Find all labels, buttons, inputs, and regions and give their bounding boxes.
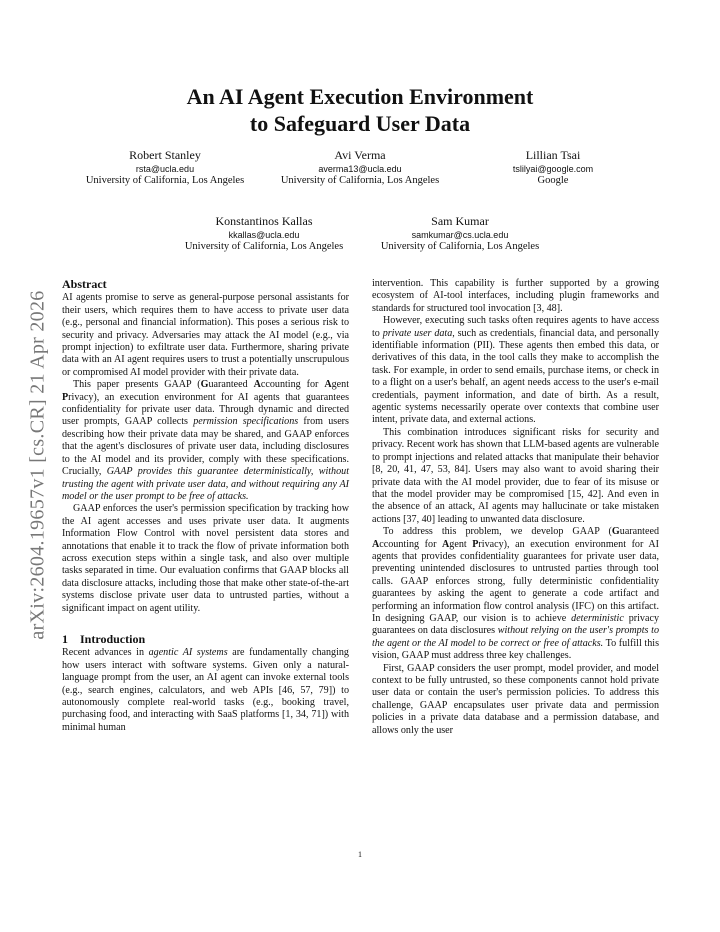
author-email: averma13@ucla.edu [318, 163, 402, 174]
author-email: kkallas@ucla.edu [228, 229, 300, 240]
author-block [166, 215, 362, 254]
right-column [372, 278, 659, 737]
body-paragraph: To address this problem, we develop GAAP (Guaranteed Accounting for Agent Privacy), an execution environment for AI agents that provides confidentiality guarantees for private user data, preventing unintended disclosures to untrusted parties through tool calls. GAAP enforces strong, fully deterministic confidentiality guarantees by asking the agent to generate a code artifact and performing an information flow control analysis (IFC) on this artifact. In designing GAAP, our vision is to achieve deterministic privacy guarantees on data disclosures without relying on the user's prompts to the agent or the AI model to be correct or free of attacks. To fulfill this vision, GAAP must address three key challenges. [372, 526, 660, 662]
arxiv-identifier: arXiv:2604.19657v1 [cs.CR] 21 Apr 2026 [26, 290, 49, 640]
author-email: samkumar@cs.ucla.edu [411, 229, 509, 240]
page-number: 1 [358, 850, 362, 859]
author-affiliation: University of California, Los Angeles [380, 241, 540, 252]
author-affiliation: University of California, Los Angeles [184, 241, 344, 252]
body-paragraph: However, executing such tasks often requires agents to have access to private user data, such as credentials, financial data, and personally identifiable information (PII). These agents then embed this data, or derivatives of this data, in the tool calls they make to accomplish the task. For example, in order to send emails, purchase items, or check in to a flight on a user's behalf, an agent needs access to the user's e-mail credentials, payment information, and date of birth. As a result, agentic systems necessarily operate over contexts that combine user intent, private data, and external actions. [372, 315, 659, 426]
author-affiliation: University of California, Los Angeles [280, 175, 440, 186]
paper-title [0, 83, 720, 137]
author-name: Sam Kumar [431, 214, 489, 228]
title-line-2: to Safeguard User Data [249, 111, 471, 136]
author-block [263, 149, 457, 188]
abstract-paragraph: AI agents promise to serve as general-purpose personal assistants for their users, which requires them to have access to private user data (e.g., personal and financial information). This poses a serious risk to security and privacy. Adversaries may attack the AI model (e.g., via prompt injection) to exfiltrate user data. Furthermore, sharing private data with an AI agent requires users to trust a potentially unscrupulous or compromised AI model provider with their private data. [62, 292, 349, 378]
author-affiliation: Google [537, 175, 569, 186]
author-affiliation: University of California, Los Angeles [85, 175, 245, 186]
body-paragraph: First, GAAP considers the user prompt, model provider, and model context to be fully untrusted, so these components cannot hold private user data or contain the user's permission policies. To address this challenge, GAAP encapsulates user private data and permission policies in a private data database and a permission database, and allows only the user [372, 662, 659, 736]
abstract-heading: Abstract [62, 277, 107, 291]
author-name: Lillian Tsai [525, 148, 581, 162]
section-heading-introduction: 1 Introduction [62, 631, 146, 646]
body-paragraph: intervention. This capability is further supported by a growing ecosystem of AI-tool interfaces, including plugin frameworks and standards for structured tool invocation [3, 48]. [372, 278, 659, 314]
author-email: rsta@ucla.edu [135, 163, 195, 174]
author-block [468, 149, 638, 188]
author-name: Konstantinos Kallas [215, 214, 313, 228]
title-line-1: An AI Agent Execution Environment [186, 84, 534, 109]
body-paragraph: This combination introduces significant risks for security and privacy. Recent work has shown that LLM-based agents are vulnerable to prompt injections and related attacks that manipulate their behavior [8, 20, 41, 47, 53, 84]. Users may also want to avoid sharing their private data with the AI model provider, due to fear of its misuse or that the model provider may be compromised [15, 42]. And even in the absence of an attack, AI agents may hallucinate or take mistaken actions [37, 40] leading to unwanted data disclosure. [372, 426, 659, 525]
author-block [362, 215, 558, 254]
abstract-paragraph: This paper presents GAAP (Guaranteed Accounting for Agent Privacy), an execution environment for AI agents that guarantees confidentiality for private user data. Through dynamic and directed user prompts, GAAP collects permission specifications from users describing how their private data may be shared, and GAAP enforces that the agent's disclosures of private user data, including disclosures to the AI model and its provider, comply with these specifications. Crucially, GAAP provides this guarantee deterministically, without trusting the agent with private user data, and without requiring any AI model or the user prompt to be free of attacks. [62, 379, 350, 502]
author-email: tslilyai@google.com [512, 163, 594, 174]
author-name: Robert Stanley [129, 148, 201, 162]
author-name: Avi Verma [334, 148, 386, 162]
intro-paragraph: Recent advances in agentic AI systems are fundamentally changing how users interact with software systems. Given only a natural-language prompt from the user, an AI agent can invoke external tools (e.g., search engines, calculators, and web APIs [46, 57, 79]) to autonomously complete real-world tasks (e.g., booking travel, purchasing food, and interacting with SaaS platforms [1, 34, 71]) with minimal human [62, 647, 349, 733]
author-block [70, 149, 260, 188]
left-column [62, 278, 349, 734]
abstract-paragraph: GAAP enforces the user's permission specification by tracking how the AI agent accesses and uses private user data. It augments Information Flow Control with novel persistent data stores and annotations that enable it to track the flow of private information both across execution steps within a single task, and also over multiple tasks separated in time. Our evaluation confirms that GAAP blocks all data disclosure attacks, including those that make other state-of-the-art systems disclose private user data to untrusted parties, without a significant impact on agent utility. [62, 503, 349, 614]
